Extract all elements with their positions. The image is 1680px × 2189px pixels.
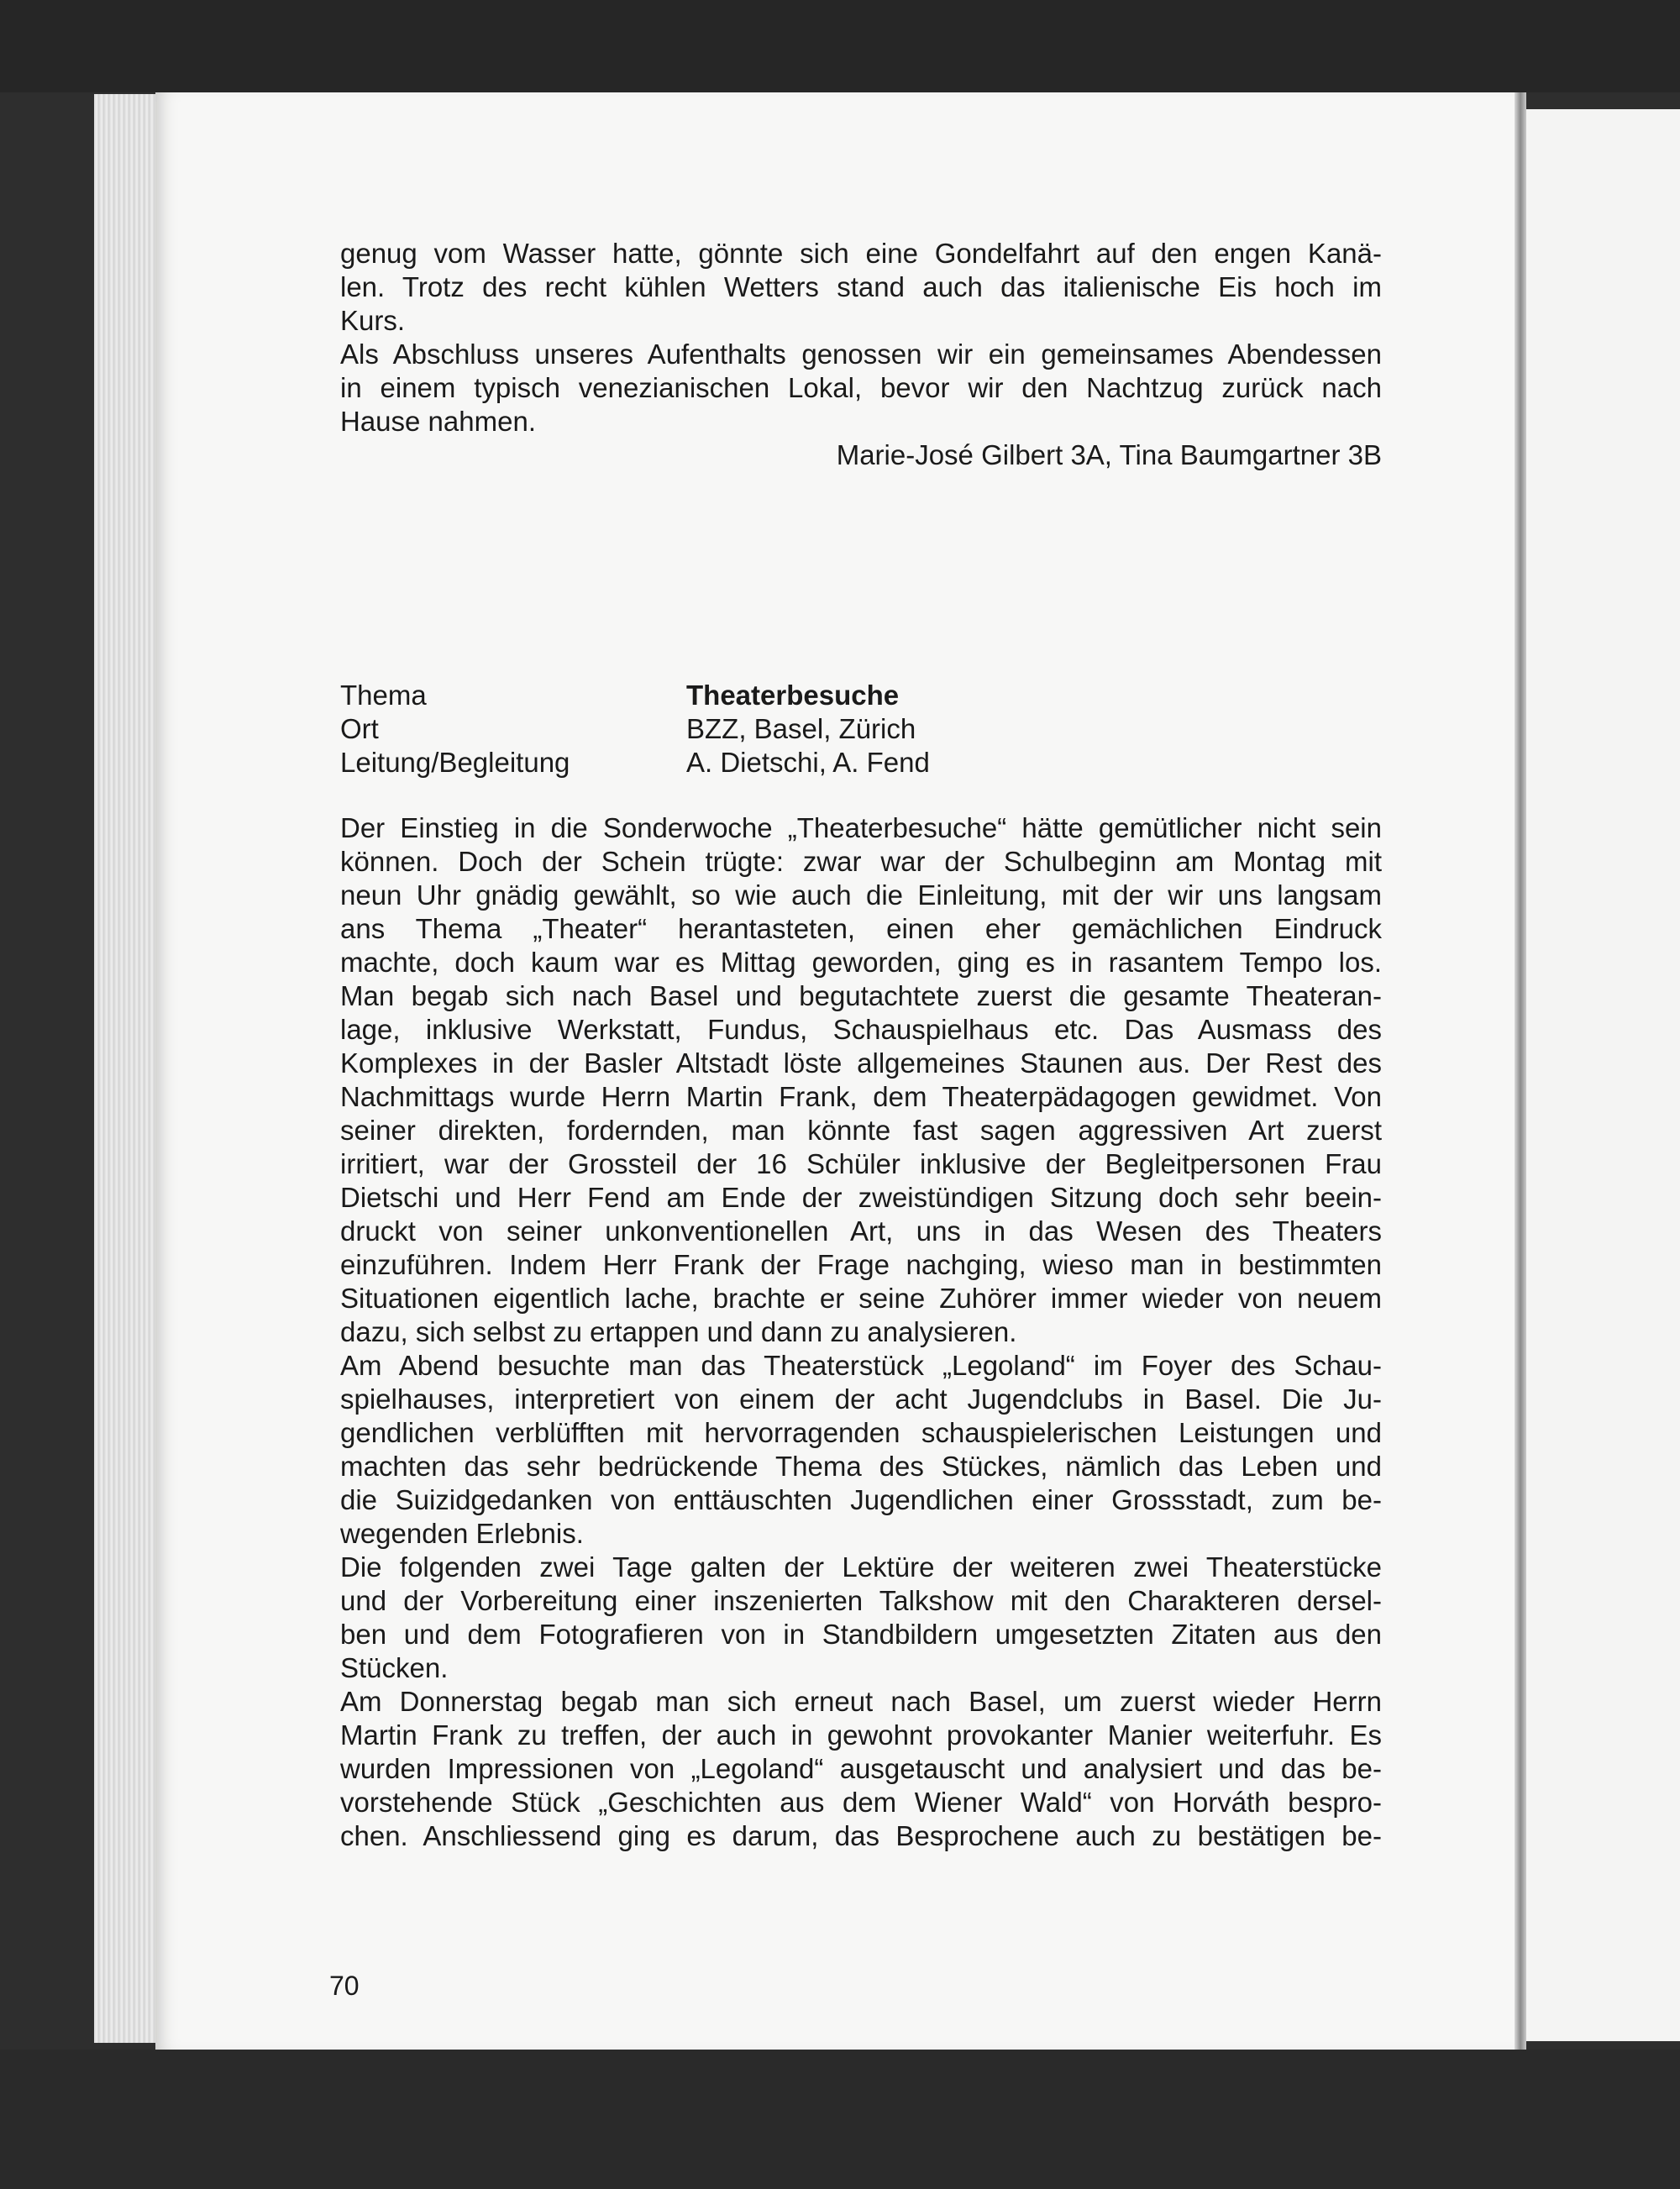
text-line: machte, doch kaum war es Mittag geworden, ging es in rasantem Tempo los. [340,947,1382,978]
text-line: können. Doch der Schein trügte: zwar war der Schulbeginn am Montag mit [340,846,1382,877]
meta-value: A. Dietschi, A. Fend [686,747,930,778]
meta-label: Thema [340,680,427,711]
text-line: wegenden Erlebnis. [340,1518,584,1549]
text-line: neun Uhr gnädig gewählt, so wie auch die Einleitung, mit der wir uns langsam [340,879,1382,911]
text-line: druckt von seiner unkonventionellen Art, uns in das Wesen des Theaters [340,1215,1382,1247]
meta-label: Ort [340,713,379,744]
article-body [340,811,1382,1853]
text-line: Dietschi und Herr Fend am Ende der zweistündigen Sitzung doch sehr beein- [340,1182,1382,1213]
text-line: wurden Impressionen von „Legoland“ ausgetauscht und analysiert und das be- [340,1753,1382,1784]
text-line: dazu, sich selbst zu ertappen und dann zu analysieren. [340,1316,1017,1347]
meta-value-title: Theaterbesuche [686,680,900,711]
meta-block [340,679,1096,780]
text-line: lage, inklusive Werkstatt, Fundus, Schauspielhaus etc. Das Ausmass des [340,1014,1382,1045]
text-line: Hause nahmen. [340,406,536,437]
text-line: seiner direkten, fordernden, man könnte fast sagen aggressiven Art zuerst [340,1115,1382,1146]
author-signature: Marie-José Gilbert 3A, Tina Baumgartner 3B [836,439,1382,470]
text-line: in einem typisch venezianischen Lokal, bevor wir den Nachtzug zurück nach [340,372,1382,403]
meta-value: BZZ, Basel, Zürich [686,713,916,744]
text-line: Die folgenden zwei Tage galten der Lektüre der weiteren zwei Theaterstücke [340,1551,1382,1583]
text-line: Martin Frank zu treffen, der auch in gewohnt provokanter Manier weiterfuhr. Es [340,1719,1382,1751]
text-line: die Suizidgedanken von enttäuschten Jugendlichen einer Grossstadt, zum be- [340,1484,1382,1515]
facing-page-fragment [1526,109,1680,2041]
text-line: ben und dem Fotografieren von in Standbildern umgesetzten Zitaten aus den [340,1619,1382,1650]
scan-background-bottom [0,2050,1680,2189]
meta-row-thema [340,679,1096,712]
text-line: einzuführen. Indem Herr Frank der Frage nachging, wieso man in bestimmten [340,1249,1382,1280]
text-line: Man begab sich nach Basel und begutachtete zuerst die gesamte Theateran- [340,980,1382,1011]
text-line: spielhauses, interpretiert von einem der acht Jugendclubs in Basel. Die Ju- [340,1383,1382,1415]
text-line: irritiert, war der Grossteil der 16 Schüler inklusive der Begleitpersonen Frau [340,1148,1382,1179]
text-line: Am Abend besuchte man das Theaterstück „Legoland“ im Foyer des Schau- [340,1350,1382,1381]
page-stack-edges [94,94,161,2043]
text-line: und der Vorbereitung einer inszenierten Talkshow mit den Charakteren dersel- [340,1585,1382,1616]
text-line: gendlichen verblüfften mit hervorragenden schauspielerischen Leistungen und [340,1417,1382,1448]
text-line: Als Abschluss unseres Aufenthalts genossen wir ein gemeinsames Abendessen [340,339,1382,370]
meta-label: Leitung/Begleitung [340,747,570,778]
book-gutter [1515,92,1526,2050]
text-line: Stücken. [340,1652,449,1683]
text-line: chen. Anschliessend ging es darum, das Besprochene auch zu bestätigen be- [340,1820,1382,1851]
scan-background-top [0,0,1680,92]
text-line: ans Thema „Theater“ herantasteten, einen eher gemächlichen Eindruck [340,913,1382,944]
text-line: vorstehende Stück „Geschichten aus dem Wiener Wald“ von Horváth bespro- [340,1787,1382,1818]
continuation-paragraph [340,237,1382,438]
meta-row-ort [340,712,1096,746]
text-line: genug vom Wasser hatte, gönnte sich eine Gondelfahrt auf den engen Kanä- [340,238,1382,269]
text-line: Situationen eigentlich lache, brachte er seine Zuhörer immer wieder von neuem [340,1283,1382,1314]
text-line: Komplexes in der Basler Altstadt löste allgemeines Staunen aus. Der Rest des [340,1047,1382,1079]
text-line: Der Einstieg in die Sonderwoche „Theaterbesuche“ hätte gemütlicher nicht sein [340,812,1382,843]
text-line: Kurs. [340,305,406,336]
text-line: len. Trotz des recht kühlen Wetters stand auch das italienische Eis hoch im [340,271,1382,302]
page-number: 70 [329,1971,360,2001]
meta-row-leitung [340,746,1096,780]
text-line: machten das sehr bedrückende Thema des Stückes, nämlich das Leben und [340,1451,1382,1482]
text-line: Nachmittags wurde Herrn Martin Frank, dem Theaterpädagogen gewidmet. Von [340,1081,1382,1112]
text-line: Am Donnerstag begab man sich erneut nach Basel, um zuerst wieder Herrn [340,1686,1382,1717]
